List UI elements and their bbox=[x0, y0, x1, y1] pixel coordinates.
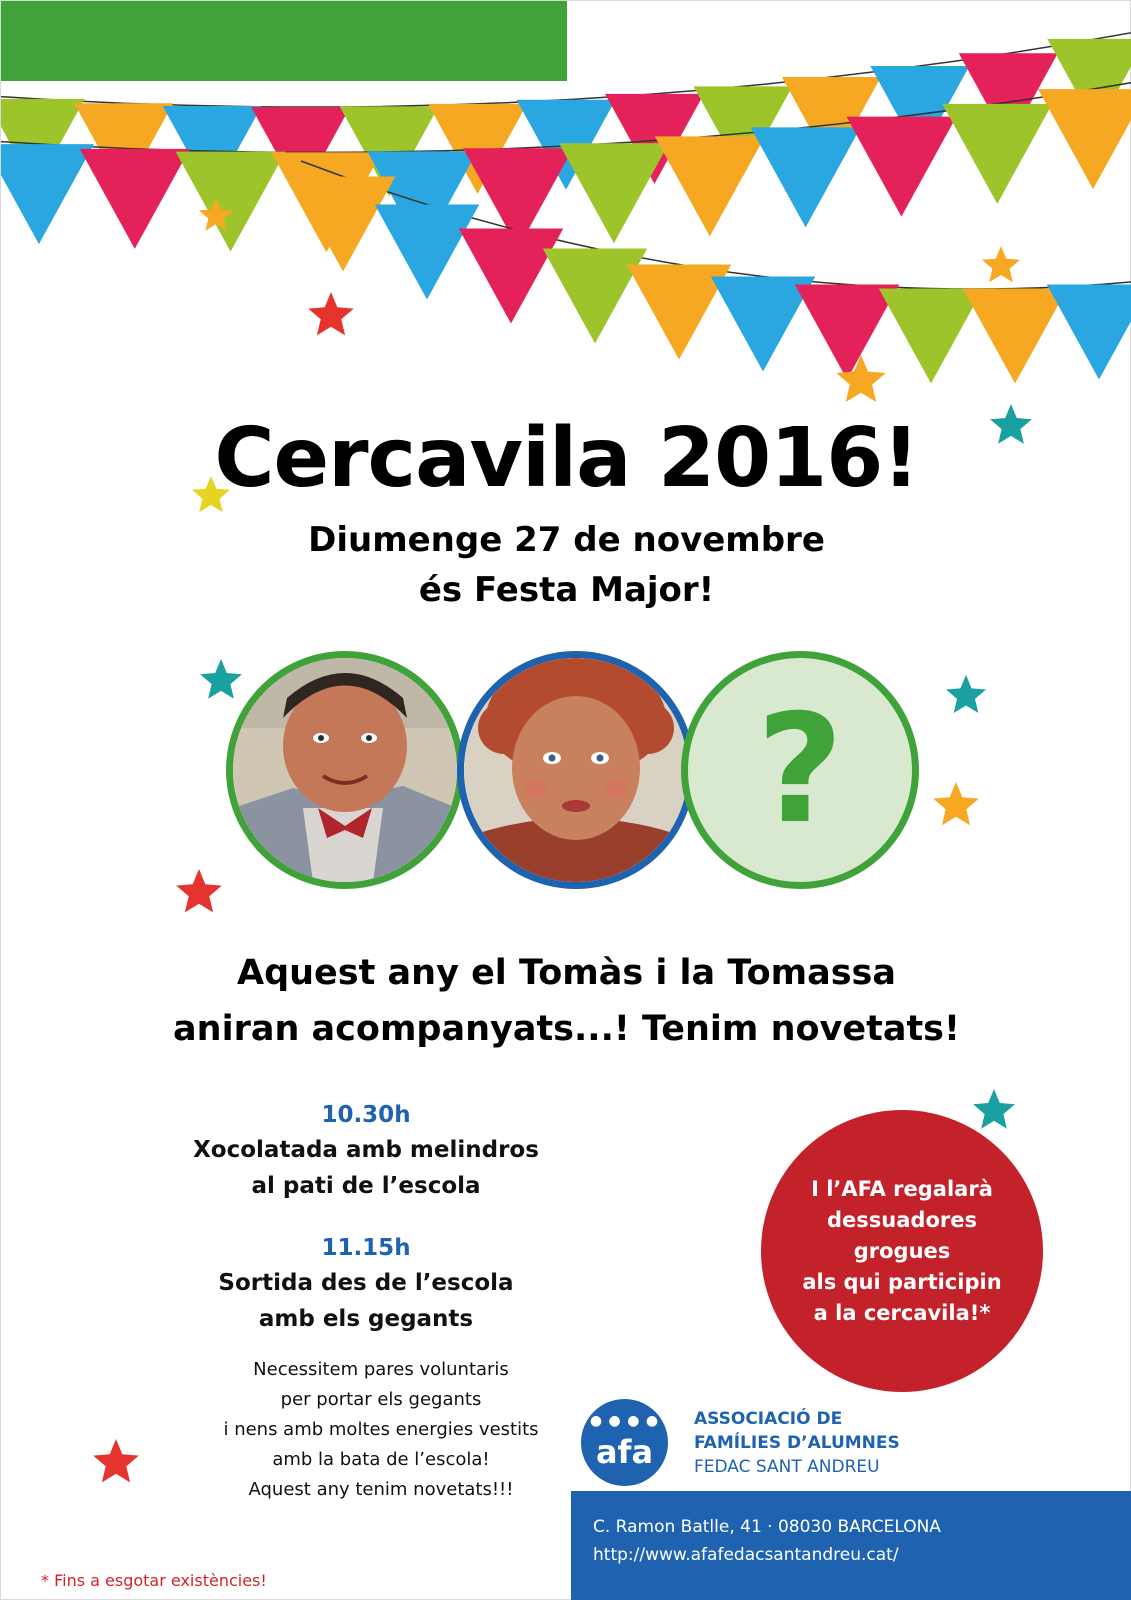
footer-url[interactable]: http://www.afafedacsantandreu.cat/ bbox=[593, 1545, 899, 1565]
afa-logo bbox=[581, 1399, 668, 1486]
star-icon bbox=[308, 292, 354, 335]
pennant-flag bbox=[559, 143, 669, 243]
schedule-desc-line-2: amb els gegants bbox=[258, 1306, 474, 1332]
pennant-flag bbox=[751, 127, 861, 227]
star-icon bbox=[973, 1089, 1015, 1129]
afa-name-line-3: FEDAC SANT ANDREU bbox=[694, 1457, 880, 1477]
question-mark-icon: ? bbox=[756, 683, 844, 857]
pennant-flag bbox=[176, 152, 286, 252]
subtitle-line-2: és Festa Major! bbox=[418, 570, 715, 610]
volunteers-note bbox=[156, 1355, 606, 1505]
gift-badge bbox=[761, 1110, 1043, 1392]
pennant-flag bbox=[1038, 89, 1131, 189]
schedule-item-2 bbox=[161, 1231, 571, 1337]
schedule-time: 10.30h bbox=[321, 1102, 411, 1128]
headline bbox=[1, 945, 1131, 1057]
volunteers-line: per portar els gegants bbox=[280, 1389, 482, 1410]
afa-logo-text: afa bbox=[595, 1433, 654, 1471]
subtitle-line-1: Diumenge 27 de novembre bbox=[308, 520, 825, 560]
gift-line: als qui participin bbox=[802, 1269, 1002, 1294]
schedule-desc-line-1: Xocolatada amb melindros bbox=[193, 1137, 539, 1163]
star-icon bbox=[933, 782, 979, 825]
afa-name bbox=[694, 1407, 900, 1479]
volunteers-line: Necessitem pares voluntaris bbox=[253, 1359, 509, 1380]
pennant-flag bbox=[942, 104, 1052, 204]
pennant-flag bbox=[963, 289, 1068, 384]
footer-bar bbox=[571, 1491, 1131, 1600]
volunteers-line: i nens amb moltes energies vestits bbox=[223, 1419, 539, 1440]
date-subtitle bbox=[1, 515, 1131, 615]
people-icon: ● ● ● ● bbox=[589, 1413, 660, 1429]
portrait-giant-tomas bbox=[226, 651, 464, 889]
portrait-mystery bbox=[681, 651, 919, 889]
star-icon bbox=[946, 675, 986, 713]
pennant-flag bbox=[291, 177, 396, 272]
volunteers-line: Aquest any tenim novetats!!! bbox=[248, 1479, 514, 1500]
pennant-flag bbox=[1, 144, 94, 244]
gift-line: grogues bbox=[853, 1238, 951, 1263]
star-icon bbox=[93, 1439, 139, 1482]
star-icon bbox=[176, 869, 222, 912]
afa-name-line-1: ASSOCIACIÓ DE bbox=[694, 1409, 843, 1429]
star-icon bbox=[200, 659, 242, 699]
giant-tomassa-image bbox=[464, 658, 688, 882]
headline-line-2: aniran acompanyats...! Tenim novetats! bbox=[173, 1009, 960, 1049]
schedule-desc-line-1: Sortida des de l’escola bbox=[218, 1270, 514, 1296]
pennant-flag bbox=[543, 249, 648, 344]
volunteers-line: amb la bata de l’escola! bbox=[272, 1449, 490, 1470]
pennant-flag bbox=[655, 136, 765, 236]
giant-tomas-image bbox=[233, 658, 457, 882]
footer-address: C. Ramon Batlle, 41 · 08030 BARCELONA bbox=[593, 1517, 941, 1537]
portrait-giant-tomassa bbox=[457, 651, 695, 889]
pennant-flag bbox=[375, 205, 480, 300]
gift-line: dessuadores bbox=[827, 1207, 977, 1232]
headline-line-1: Aquest any el Tomàs i la Tomassa bbox=[236, 953, 896, 993]
poster-title: Cercavila 2016! bbox=[214, 411, 919, 506]
schedule-desc-line-2: al pati de l’escola bbox=[251, 1173, 481, 1199]
schedule-time: 11.15h bbox=[321, 1235, 411, 1261]
pennant-flag bbox=[846, 117, 956, 217]
gift-line: I l’AFA regalarà bbox=[811, 1176, 993, 1201]
gift-line: a la cercavila!* bbox=[813, 1300, 991, 1325]
pennant-flag bbox=[795, 285, 900, 380]
pennant-flag bbox=[1047, 285, 1131, 380]
afa-name-line-2: FAMÍLIES D’ALUMNES bbox=[694, 1433, 900, 1453]
star-icon bbox=[982, 246, 1020, 282]
pennant-flag bbox=[459, 229, 564, 324]
gift-text bbox=[802, 1174, 1001, 1329]
footnote: * Fins a esgotar existències! bbox=[41, 1571, 267, 1590]
schedule-item-1 bbox=[161, 1098, 571, 1204]
pennant-flag bbox=[80, 149, 190, 249]
pennant-flag bbox=[879, 289, 984, 384]
